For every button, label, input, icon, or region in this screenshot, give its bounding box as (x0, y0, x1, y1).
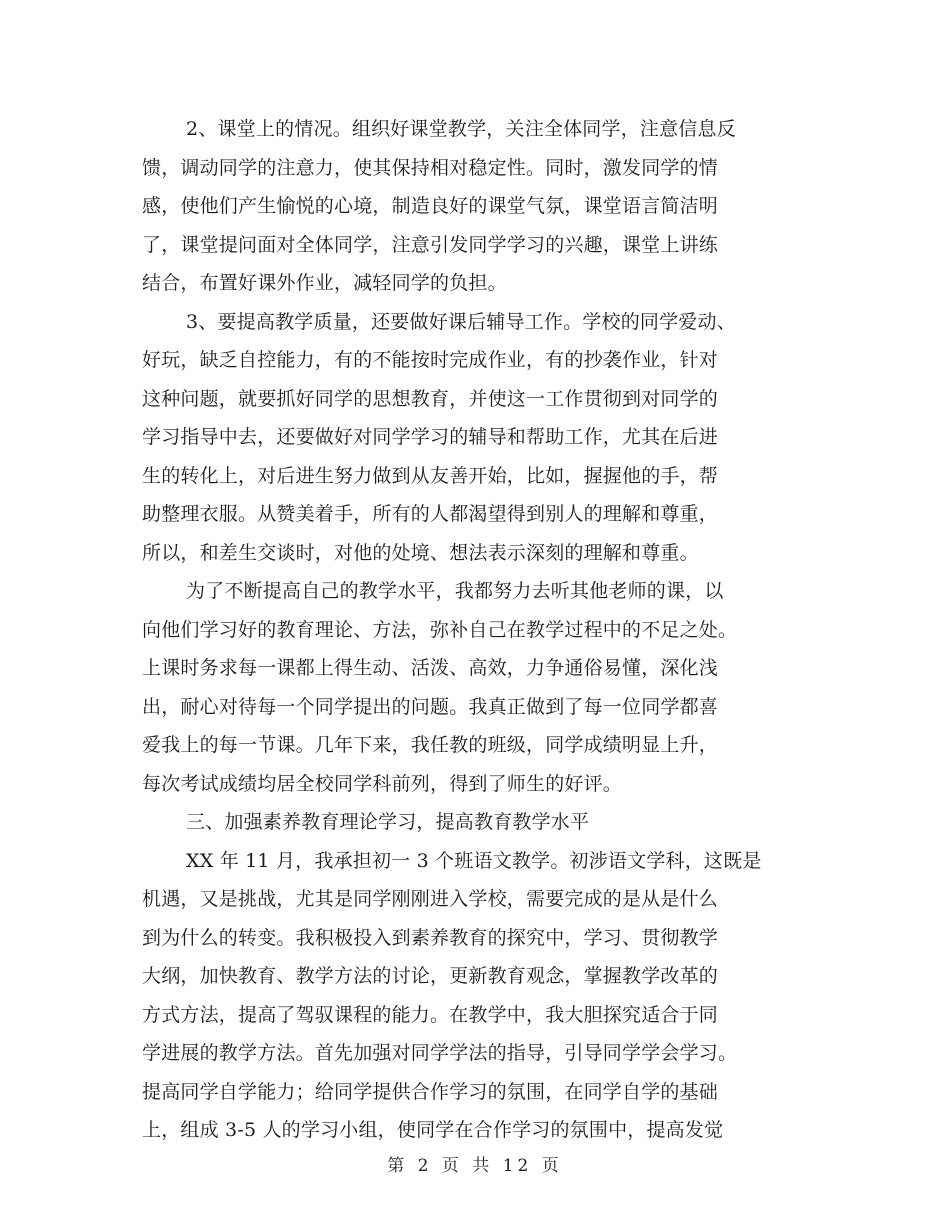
paragraph-line: 方式方法，提高了驾驭课程的能力。在教学中，我大胆探究适合于同 (142, 1003, 719, 1026)
paragraph-line: 馈，调动同学的注意力，使其保持相对稳定性。同时，激发同学的情 (142, 156, 719, 179)
paragraph-line: 生的转化上，对后进生努力做到从友善开始，比如，握握他的手，帮 (142, 464, 719, 487)
paragraph-line: 大纲，加快教育、教学方法的讨论，更新教育观念，掌握教学改革的 (142, 965, 719, 987)
paragraph-line: 学习指导中去，还要做好对同学学习的辅导和帮助工作，尤其在后进 (142, 426, 719, 448)
paragraph-line: 向他们学习好的教育理论、方法，弥补自己在教学过程中的不足之处。 (142, 618, 738, 641)
paragraph-line: 为了不断提高自己的教学水平，我都努力去听其他老师的课，以 (186, 580, 724, 602)
paragraph-line: 感，使他们产生愉悦的心境，制造良好的课堂气氛，课堂语言简洁明 (142, 195, 719, 217)
paragraph-line: 这种问题，就要抓好同学的思想教育，并使这一工作贯彻到对同学的 (142, 387, 719, 410)
document-body (142, 110, 802, 1150)
paragraph-line: 机遇，又是挑战，尤其是同学刚刚进入学校，需要完成的是从是什么 (142, 888, 719, 910)
paragraph-line: 出，耐心对待每一个同学提出的问题。我真正做到了每一位同学都喜 (142, 695, 719, 718)
section-heading: 三、加强素养教育理论学习，提高教育教学水平 (186, 811, 590, 833)
paragraph-line: 提高同学自学能力；给同学提供合作学习的氛围，在同学自学的基础 (142, 1080, 719, 1103)
paragraph-line: 结合，布置好课外作业，减轻同学的负担。 (142, 272, 507, 294)
paragraph-line: 好玩，缺乏自控能力，有的不能按时完成作业，有的抄袭作业，针对 (142, 349, 719, 371)
paragraph-line: 3、要提高教学质量，还要做好课后辅导工作。学校的同学爱动、 (186, 310, 736, 333)
paragraph-line: 每次考试成绩均居全校同学科前列，得到了师生的好评。 (142, 772, 623, 795)
paragraph-line: 学进展的教学方法。首先加强对同学学法的指导，引导同学学会学习。 (142, 1042, 738, 1064)
paragraph-line: 上课时务求每一课都上得生动、活泼、高效，力争通俗易懂，深化浅 (142, 657, 719, 679)
page-number-footer: 第 2 页 共 12 页 (387, 1156, 563, 1176)
paragraph-line: 上，组成 3-5 人的学习小组，使同学在合作学习的氛围中，提高发觉 (142, 1119, 724, 1141)
paragraph-line: 到为什么的转变。我积极投入到素养教育的探究中，学习、贯彻教学 (142, 926, 719, 949)
paragraph-line: 所以，和差生交谈时，对他的处境、想法表示深刻的理解和尊重。 (142, 541, 699, 564)
paragraph-line: 2、课堂上的情况。组织好课堂教学，关注全体同学，注意信息反 (186, 118, 736, 140)
paragraph-line: 助整理衣服。从赞美着手，所有的人都渴望得到别人的理解和尊重， (142, 503, 719, 525)
paragraph-line: 爱我上的每一节课。几年下来，我任教的班级，同学成绩明显上升， (142, 734, 719, 756)
paragraph-line: XX 年 11 月，我承担初一 3 个班语文教学。初涉语文学科，这既是 (186, 849, 762, 872)
paragraph-line: 了，课堂提问面对全体同学，注意引发同学学习的兴趣，课堂上讲练 (142, 233, 719, 256)
